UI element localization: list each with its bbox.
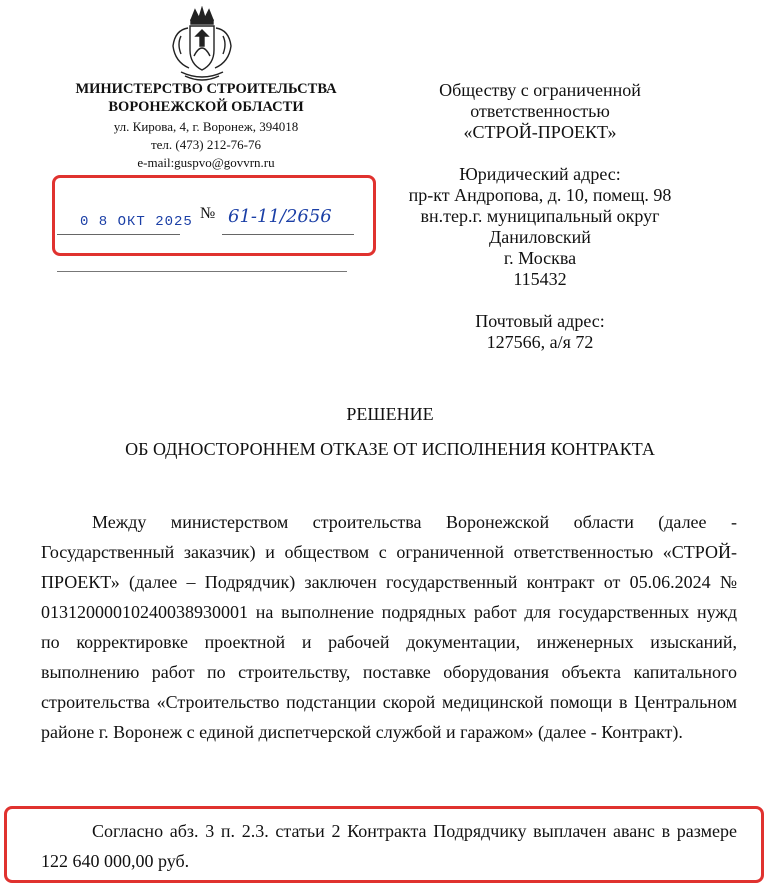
addressee-line: 115432	[513, 269, 567, 289]
addressee-spacer	[390, 143, 690, 164]
addressee-line: «СТРОЙ-ПРОЕКТ»	[463, 122, 617, 142]
ministry-name	[50, 80, 362, 116]
addressee-line: вн.тер.г. муниципальный округ	[420, 206, 660, 226]
body-paragraph-advance: Согласно абз. 3 п. 2.3. статьи 2 Контракта Подрядчику выплачен аванс в размере 122 640 000,00 руб.	[41, 821, 737, 871]
ministry-address: ул. Кирова, 4, г. Воронеж, 394018	[113, 119, 299, 134]
addressee-spacer	[390, 290, 690, 311]
addressee-line: 127566, а/я 72	[486, 332, 594, 352]
addressee-line: Даниловский	[489, 227, 591, 247]
addressee-line: Обществу с ограниченной	[439, 80, 641, 100]
highlight-box-outgoing-number	[52, 175, 376, 256]
coat-of-arms-emblem	[163, 6, 241, 84]
outgoing-number-handwritten: 61-11/2656	[228, 206, 332, 227]
addressee-block	[390, 80, 690, 353]
ministry-phone: тел. (473) 212-76-76	[150, 137, 261, 152]
ministry-email: e-mail:guspvo@govvrn.ru	[137, 155, 275, 170]
body-paragraph-contract: Между министерством строительства Воронежской области (далее - Государственный заказчик) и обществом с ограниченной ответственностью «СТРОЙ-ПРОЕКТ» (далее – Подрядчик) заключен государственный контракт от 05.06.2024 № 0131200001024003893000​1 на выполнение подрядных работ для государственных нужд по корректировке проектной и рабочей документации, инженерных изысканий, выполнению работ по строительству, поставке оборудования объекта капитального строительства «Строительство подстанции скорой медицинской помощи в Центральном районе г. Воронеж с единой диспетчерской службой и гаражом» (далее - Контракт).	[41, 512, 737, 742]
outgoing-date-stamp: 0 8 ОКТ 2025	[80, 214, 193, 230]
ministry-name-line2: ВОРОНЕЖСКОЙ ОБЛАСТИ	[108, 99, 304, 115]
addressee-line: ответственностью	[470, 101, 610, 121]
ministry-contacts	[50, 118, 362, 172]
header-separator	[57, 271, 347, 272]
number-sign: №	[200, 205, 216, 222]
addressee-line: Юридический адрес:	[459, 164, 621, 184]
highlight-box-advance	[4, 806, 764, 883]
document-title: РЕШЕНИЕ	[346, 404, 434, 424]
addressee-line: пр-кт Андропова, д. 10, помещ. 98	[408, 185, 672, 205]
document-subtitle: ОБ ОДНОСТОРОННЕМ ОТКАЗЕ ОТ ИСПОЛНЕНИЯ КОНТРАКТА	[125, 439, 655, 459]
ministry-name-line1: МИНИСТЕРСТВО СТРОИТЕЛЬСТВА	[75, 81, 337, 97]
addressee-line: Почтовый адрес:	[475, 311, 605, 331]
addressee-line: г. Москва	[503, 248, 577, 268]
